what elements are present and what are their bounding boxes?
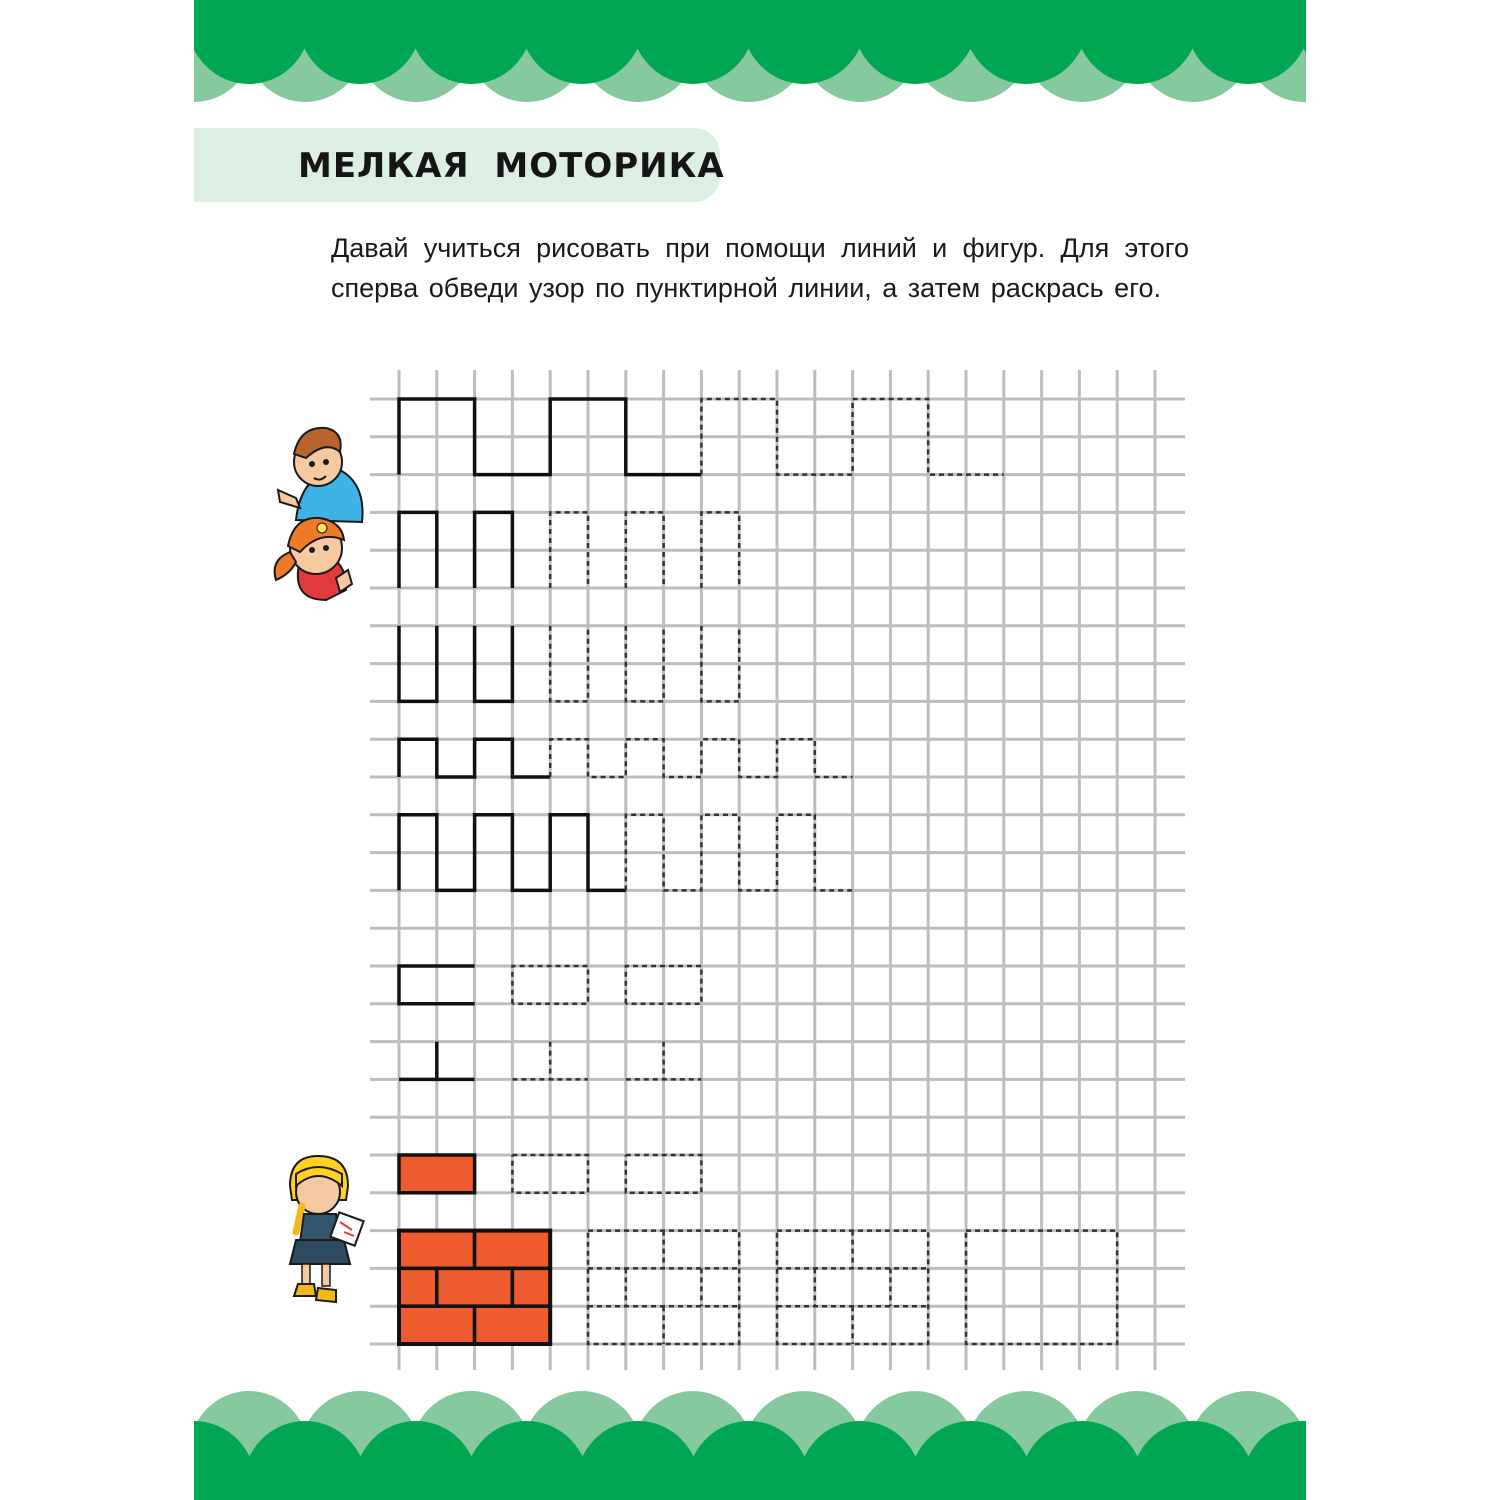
instructions-text: Давай учиться рисовать при помощи линий и фигур. Для этого сперва обведи узор по пунктирной линии, а затем раскрась его. — [331, 233, 1189, 303]
grid-lines — [370, 370, 1185, 1370]
solid-pattern-line — [399, 739, 550, 777]
brick — [475, 1306, 551, 1344]
page-title: МЕЛКАЯ МОТОРИКА — [298, 146, 725, 186]
brick — [437, 1268, 513, 1306]
brick — [399, 1268, 437, 1306]
brick — [399, 1155, 475, 1193]
brick — [399, 1231, 475, 1269]
boy-and-girl-illustration — [275, 428, 363, 600]
brick — [399, 1306, 475, 1344]
girl-with-paper-illustration — [290, 1156, 364, 1302]
brick — [475, 1231, 551, 1269]
brick-wall-sample — [399, 1231, 550, 1344]
brick — [512, 1268, 550, 1306]
